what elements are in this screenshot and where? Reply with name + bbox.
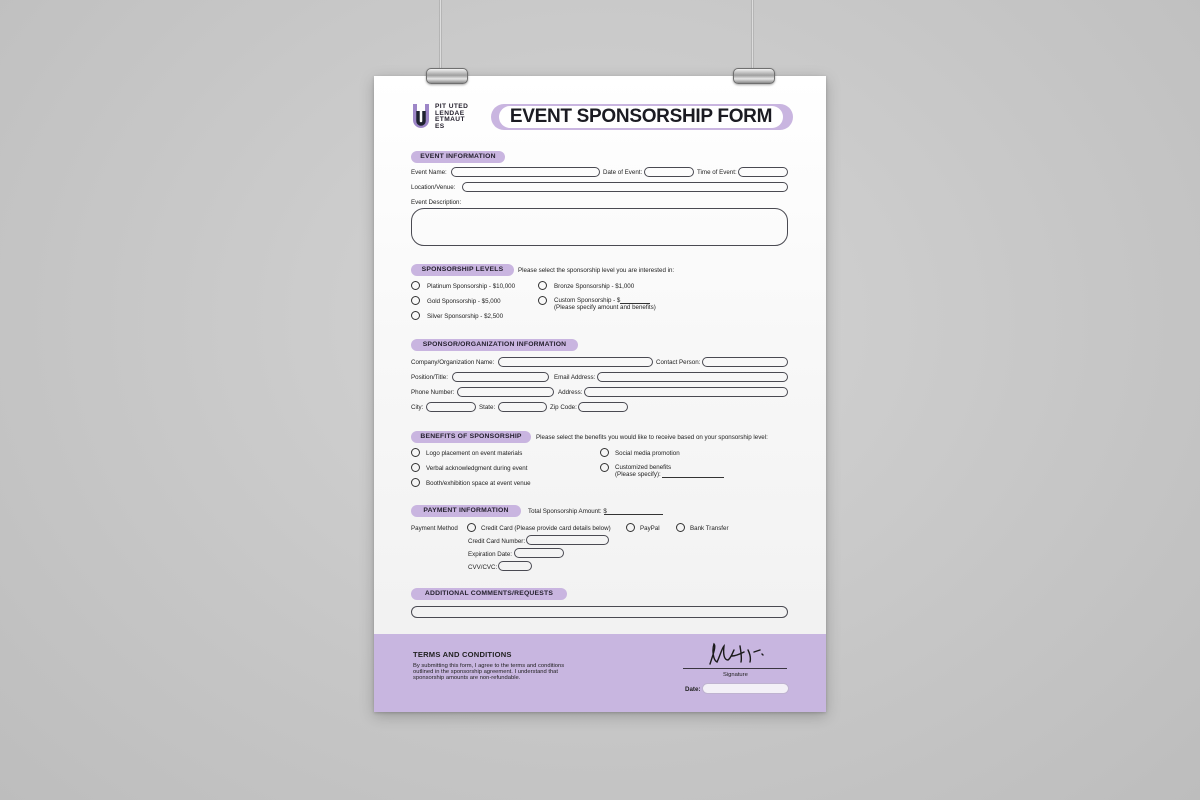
terms-line: sponsorship amounts are non-refundable. xyxy=(413,675,521,681)
position-field[interactable] xyxy=(452,372,549,382)
expiration-label: Expiration Date: xyxy=(468,551,513,558)
date-label: Date: xyxy=(685,686,701,693)
bronze-radio[interactable] xyxy=(538,281,547,290)
position-label: Position/Title: xyxy=(411,374,448,381)
page-title: EVENT SPONSORSHIP FORM xyxy=(499,106,783,128)
signature-scribble xyxy=(704,640,774,668)
gold-label: Gold Sponsorship - $5,000 xyxy=(427,298,501,305)
silver-radio[interactable] xyxy=(411,311,420,320)
event-name-field[interactable] xyxy=(451,167,600,177)
gold-radio[interactable] xyxy=(411,296,420,305)
address-label: Address: xyxy=(558,389,583,396)
signature-label: Signature xyxy=(723,672,748,678)
state-label: State: xyxy=(479,404,496,411)
logo-placement-label: Logo placement on event materials xyxy=(426,450,523,457)
contact-label: Contact Person: xyxy=(656,359,701,366)
verbal-ack-label: Verbal acknowledgment during event xyxy=(426,465,528,472)
social-media-checkbox[interactable] xyxy=(600,448,609,457)
section-heading-sponsor-information: SPONSOR/ORGANIZATION INFORMATION xyxy=(411,339,578,351)
cvv-field[interactable] xyxy=(498,561,532,571)
custom-label: Custom Sponsorship - $ xyxy=(554,297,621,304)
logo-mark-icon xyxy=(411,102,431,132)
event-time-field[interactable] xyxy=(738,167,788,177)
custom-benefits-line[interactable] xyxy=(662,477,724,478)
section-heading-event-information: EVENT INFORMATION xyxy=(411,151,505,163)
verbal-ack-checkbox[interactable] xyxy=(411,463,420,472)
event-description-label: Event Description: xyxy=(411,199,462,206)
card-number-label: Credit Card Number: xyxy=(468,538,526,545)
hanging-wire-right xyxy=(751,0,754,72)
levels-intro: Please select the sponsorship level you are interested in: xyxy=(518,267,675,274)
benefits-intro: Please select the benefits you would like to receive based on your sponsorship level: xyxy=(536,434,768,441)
logo-line: ES xyxy=(435,122,445,130)
silver-label: Silver Sponsorship - $2,500 xyxy=(427,313,504,320)
sponsorship-form-sheet xyxy=(374,76,826,712)
phone-label: Phone Number: xyxy=(411,389,455,396)
location-field[interactable] xyxy=(462,182,788,192)
event-date-label: Date of Event: xyxy=(603,169,643,176)
logo-line: ETMAUT xyxy=(435,116,465,123)
credit-card-label: Credit Card (Please provide card details below) xyxy=(481,525,611,532)
state-field[interactable] xyxy=(498,402,547,412)
logo-placement-checkbox[interactable] xyxy=(411,448,420,457)
logo-line: LENDAE xyxy=(435,109,465,117)
booth-checkbox[interactable] xyxy=(411,478,420,487)
paypal-radio[interactable] xyxy=(626,523,635,532)
bronze-label: Bronze Sponsorship - $1,000 xyxy=(554,283,635,290)
zip-label: Zip Code: xyxy=(550,404,577,411)
hanging-wire-left xyxy=(439,0,442,72)
paypal-label: PayPal xyxy=(640,525,660,532)
total-amount-line[interactable] xyxy=(604,514,663,515)
location-label: Location/Venue: xyxy=(411,184,456,191)
logo-line: PIT UTED xyxy=(435,103,469,110)
event-name-label: Event Name: xyxy=(411,169,447,176)
binder-clip-right xyxy=(733,68,775,84)
platinum-label: Platinum Sponsorship - $10,000 xyxy=(427,283,516,290)
phone-field[interactable] xyxy=(457,387,554,397)
company-label: Company/Organization Name: xyxy=(411,359,495,366)
section-heading-benefits: BENEFITS OF SPONSORSHIP xyxy=(411,431,531,443)
event-time-label: Time of Event: xyxy=(697,169,737,176)
logo-text xyxy=(435,104,468,130)
expiration-field[interactable] xyxy=(514,548,564,558)
section-heading-sponsorship-levels: SPONSORSHIP LEVELS xyxy=(411,264,514,276)
event-date-field[interactable] xyxy=(644,167,694,177)
cvv-label: CVV/CVC: xyxy=(468,564,498,571)
comments-field[interactable] xyxy=(411,606,788,618)
binder-clip-left xyxy=(426,68,468,84)
terms-heading: TERMS AND CONDITIONS xyxy=(413,650,512,659)
custom-benefits-note: (Please specify): xyxy=(615,471,661,478)
custom-benefits-checkbox[interactable] xyxy=(600,463,609,472)
booth-label: Booth/exhibition space at event venue xyxy=(426,480,531,487)
city-label: City: xyxy=(411,404,424,411)
terms-footer xyxy=(374,634,826,712)
section-heading-comments: ADDITIONAL COMMENTS/REQUESTS xyxy=(411,588,567,600)
credit-card-radio[interactable] xyxy=(467,523,476,532)
terms-line: outlined in the sponsorship agreement. I understand that xyxy=(413,669,559,675)
section-heading-payment: PAYMENT INFORMATION xyxy=(411,505,521,517)
company-field[interactable] xyxy=(498,357,653,367)
city-field[interactable] xyxy=(426,402,476,412)
address-field[interactable] xyxy=(584,387,788,397)
bank-transfer-radio[interactable] xyxy=(676,523,685,532)
custom-note: (Please specify amount and benefits) xyxy=(554,304,656,311)
contact-field[interactable] xyxy=(702,357,788,367)
custom-radio[interactable] xyxy=(538,296,547,305)
card-number-field[interactable] xyxy=(526,535,609,545)
email-field[interactable] xyxy=(597,372,788,382)
platinum-radio[interactable] xyxy=(411,281,420,290)
total-amount-label: Total Sponsorship Amount: $ xyxy=(528,508,607,515)
custom-benefits-label: Customized benefits xyxy=(615,464,672,471)
email-label: Email Address: xyxy=(554,374,596,381)
signature-line[interactable] xyxy=(683,668,787,669)
signature-date-field[interactable] xyxy=(702,683,789,694)
title-banner xyxy=(491,104,793,130)
terms-line: By submitting this form, I agree to the terms and conditions xyxy=(413,663,565,669)
bank-transfer-label: Bank Transfer xyxy=(690,525,729,532)
payment-method-label: Payment Method xyxy=(411,525,458,532)
event-description-field[interactable] xyxy=(411,208,788,246)
zip-field[interactable] xyxy=(578,402,628,412)
social-media-label: Social media promotion xyxy=(615,450,680,457)
